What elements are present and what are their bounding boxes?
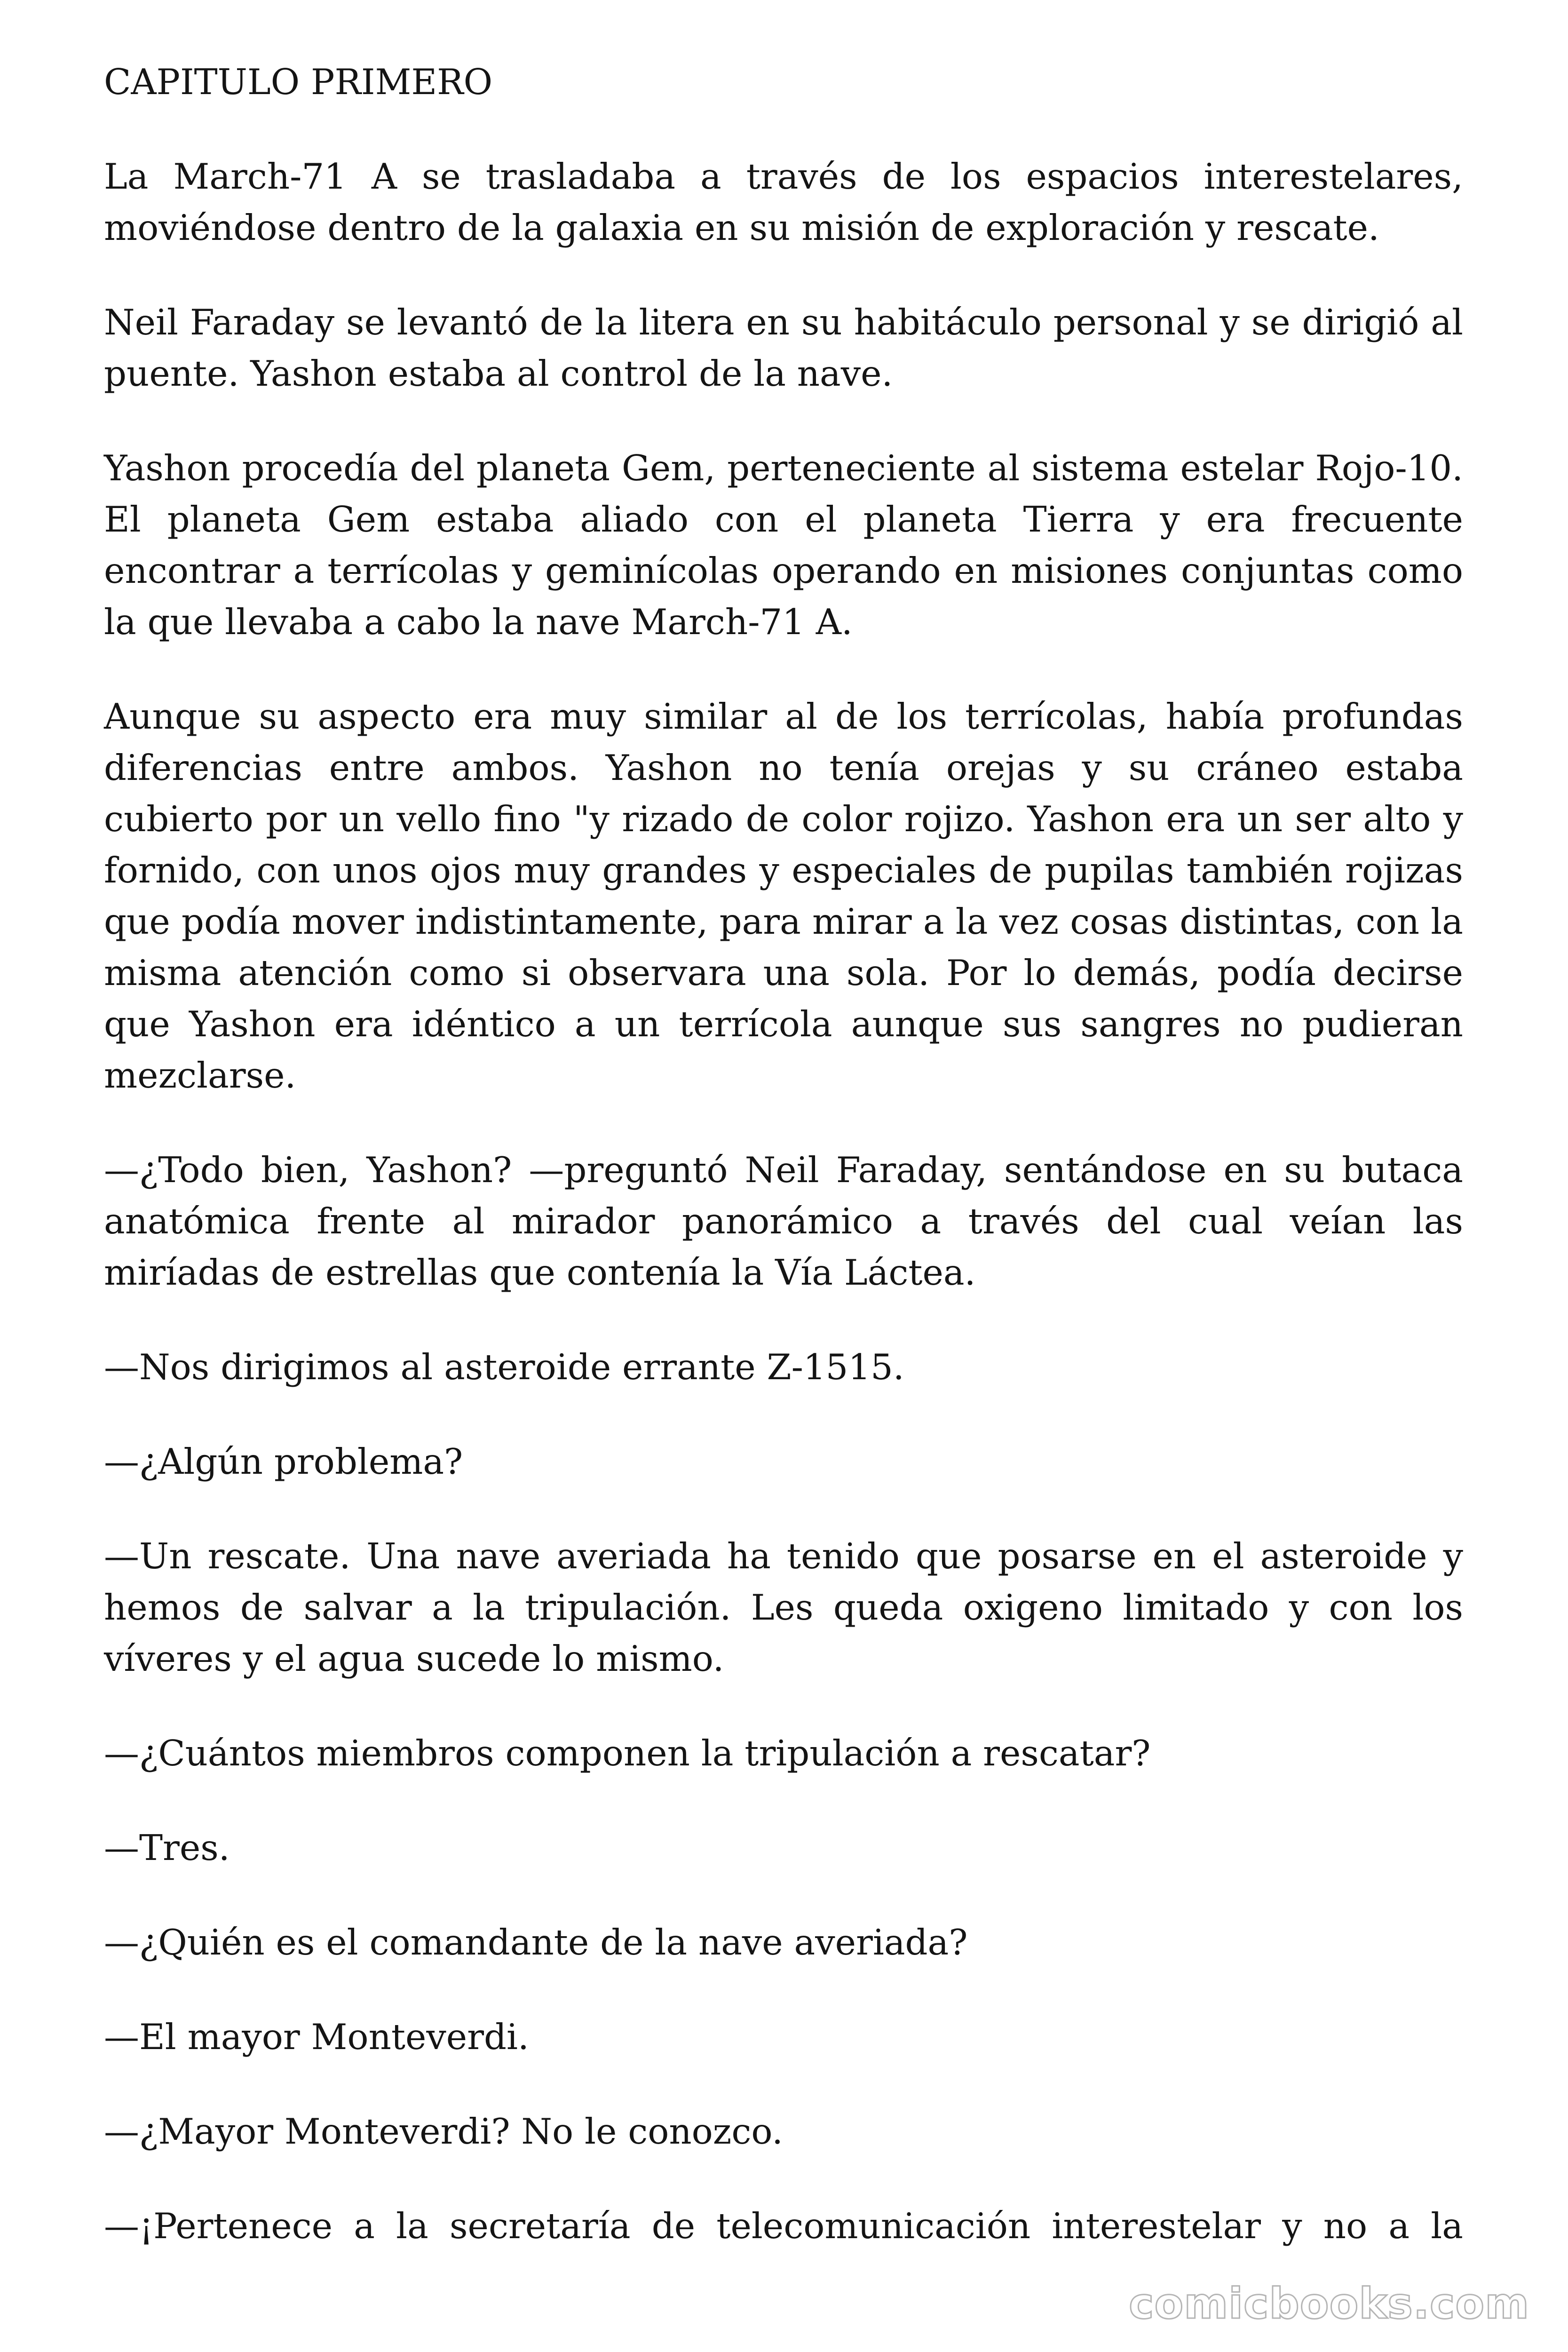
- paragraph: —¿Mayor Monteverdi? No le conozco.: [104, 2111, 784, 2152]
- chapter-title: CAPITULO PRIMERO: [104, 61, 493, 103]
- paragraph: —¿Quién es el comandante de la nave averiada?: [104, 1922, 968, 1963]
- paragraph: —Un rescate. Una nave averiada ha tenido que posarse en el asteroide y hemos de salvar a la tripulación. Les queda oxigeno limitado y con los víveres y el agua sucede lo mismo.: [104, 1535, 1463, 1679]
- paragraph: Neil Faraday se levantó de la litera en su habitáculo personal y se dirigió al puente. Yashon estaba al control de la nave.: [104, 302, 1463, 394]
- paragraph: —Tres.: [104, 1827, 230, 1868]
- paragraph: La March-71 A se trasladaba a través de los espacios interestelares, moviéndose dentro de la galaxia en su misión de exploración y rescate.: [104, 156, 1463, 248]
- book-page: [104, 56, 1463, 2343]
- paragraph: —¿Algún problema?: [104, 1441, 463, 1482]
- paragraph: —¡Pertenece a la secretaría de telecomunicación interestelar y no a la: [104, 2205, 1463, 2247]
- watermark-logo: comicbooks.com: [1129, 2279, 1529, 2328]
- paragraph: —Nos dirigimos al asteroide errante Z-1515.: [104, 1346, 904, 1388]
- paragraph: —¿Todo bien, Yashon? —preguntó Neil Faraday, sentándose en su butaca anatómica frente al mirador panorámico a través del cual veían las miríadas de estrellas que contenía la Vía Láctea.: [104, 1149, 1463, 1293]
- paragraph: Aunque su aspecto era muy similar al de los terrícolas, había profundas diferencias entre ambos. Yashon no tenía orejas y su cráneo estaba cubierto por un vello fino "y rizado de color rojizo. Yashon era un ser alto y fornido, con unos ojos muy grandes y especiales de pupilas también rojizas que podía mover indistintamente, para mirar a la vez cosas distintas, con la misma atención como si observara una sola. Por lo demás, podía decirse que Yashon era idéntico a un terrícola aunque sus sangres no pudieran mezclarse.: [104, 696, 1463, 1096]
- paragraph: Yashon procedía del planeta Gem, perteneciente al sistema estelar Rojo-10. El planeta Gem estaba aliado con el planeta Tierra y era frecuente encontrar a terrícolas y geminícolas operando en misiones conjuntas como la que llevaba a cabo la nave March-71 A.: [104, 447, 1463, 643]
- paragraph: —El mayor Monteverdi.: [104, 2016, 529, 2058]
- paragraph: —¿Cuántos miembros componen la tripulación a rescatar?: [104, 1732, 1151, 1774]
